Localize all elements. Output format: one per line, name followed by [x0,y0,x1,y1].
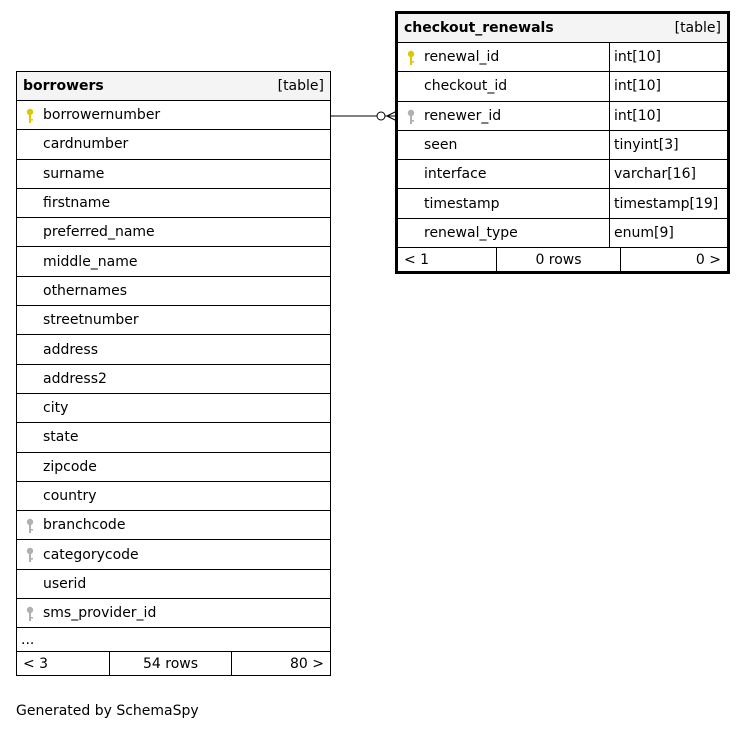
foreign-key-icon [25,606,35,622]
column-row[interactable] [17,306,330,335]
column-name: streetnumber [43,312,139,329]
borrowers-table[interactable] [16,71,331,676]
column-row[interactable] [17,423,330,452]
column-type: enum[9] [609,219,727,247]
column-row[interactable] [398,160,727,189]
column-type: int[10] [609,102,727,130]
column-row[interactable] [398,131,727,160]
column-type: int[10] [609,43,727,71]
column-name: renewer_id [424,107,502,124]
column-row[interactable] [398,189,727,218]
borrowers-footer [17,652,330,675]
column-name: country [43,488,97,504]
row-count: 54 rows [109,652,231,675]
column-row[interactable] [17,189,330,218]
foreign-key-icon [406,109,416,125]
column-row[interactable] [17,277,330,306]
table-name: checkout_renewals [404,20,554,36]
primary-key-icon [25,108,35,124]
column-name: sms_provider_id [43,605,157,622]
column-row[interactable] [17,570,330,599]
column-name: address2 [43,370,107,387]
column-name: zipcode [43,458,97,475]
children-count[interactable]: 0 > [620,248,727,271]
column-name: address [43,341,99,358]
column-row[interactable] [17,247,330,276]
checkout-renewals-header[interactable] [398,14,727,43]
column-name: surname [43,165,105,182]
column-name: city [43,400,69,417]
parents-count[interactable]: < 3 [23,655,49,672]
generated-by-label: Generated by SchemaSpy [16,703,199,719]
column-row[interactable] [17,394,330,423]
column-name: borrowernumber [43,107,161,124]
column-name: renewal_id [424,49,500,66]
column-name: renewal_type [424,224,518,241]
zero-many-circle [377,112,385,120]
column-row[interactable] [17,335,330,364]
column-type: int[10] [609,72,727,100]
column-row[interactable] [398,219,727,248]
column-row[interactable] [17,218,330,247]
column-row[interactable] [17,599,330,628]
column-row[interactable] [17,130,330,159]
column-row[interactable] [398,102,727,131]
checkout-renewals-footer [398,248,727,271]
column-row[interactable] [17,365,330,394]
column-name: checkout_id [424,78,508,95]
checkout-renewals-table[interactable] [395,11,730,274]
column-row[interactable] [17,540,330,569]
column-row[interactable] [17,511,330,540]
column-row[interactable] [398,43,727,72]
column-name: cardnumber [43,136,129,153]
column-row[interactable] [398,72,727,101]
column-type: tinyint[3] [609,131,727,159]
column-name: interface [424,166,487,183]
primary-key-icon [406,50,416,66]
more-columns: ... [17,628,330,652]
foreign-key-icon [25,518,35,534]
column-row[interactable] [17,482,330,511]
table-kind: [table] [674,20,721,36]
children-count[interactable]: 80 > [231,652,330,675]
table-kind: [table] [277,78,324,94]
column-row[interactable] [17,101,330,130]
column-name: timestamp [424,195,500,212]
column-name: preferred_name [43,224,155,241]
row-count: 0 rows [496,248,620,271]
column-name: state [43,429,79,446]
column-type: timestamp[19] [609,189,727,217]
column-name: middle_name [43,253,138,270]
foreign-key-icon [25,547,35,563]
column-type: varchar[16] [609,160,727,188]
column-row[interactable] [17,160,330,189]
parents-count[interactable]: < 1 [404,251,430,268]
column-name: branchcode [43,517,126,534]
table-name: borrowers [23,78,104,94]
column-name: categorycode [43,546,139,563]
borrowers-header[interactable] [17,72,330,101]
column-row[interactable] [17,453,330,482]
column-name: seen [424,137,458,154]
column-name: firstname [43,195,111,212]
column-name: othernames [43,282,128,299]
column-name: userid [43,575,87,592]
